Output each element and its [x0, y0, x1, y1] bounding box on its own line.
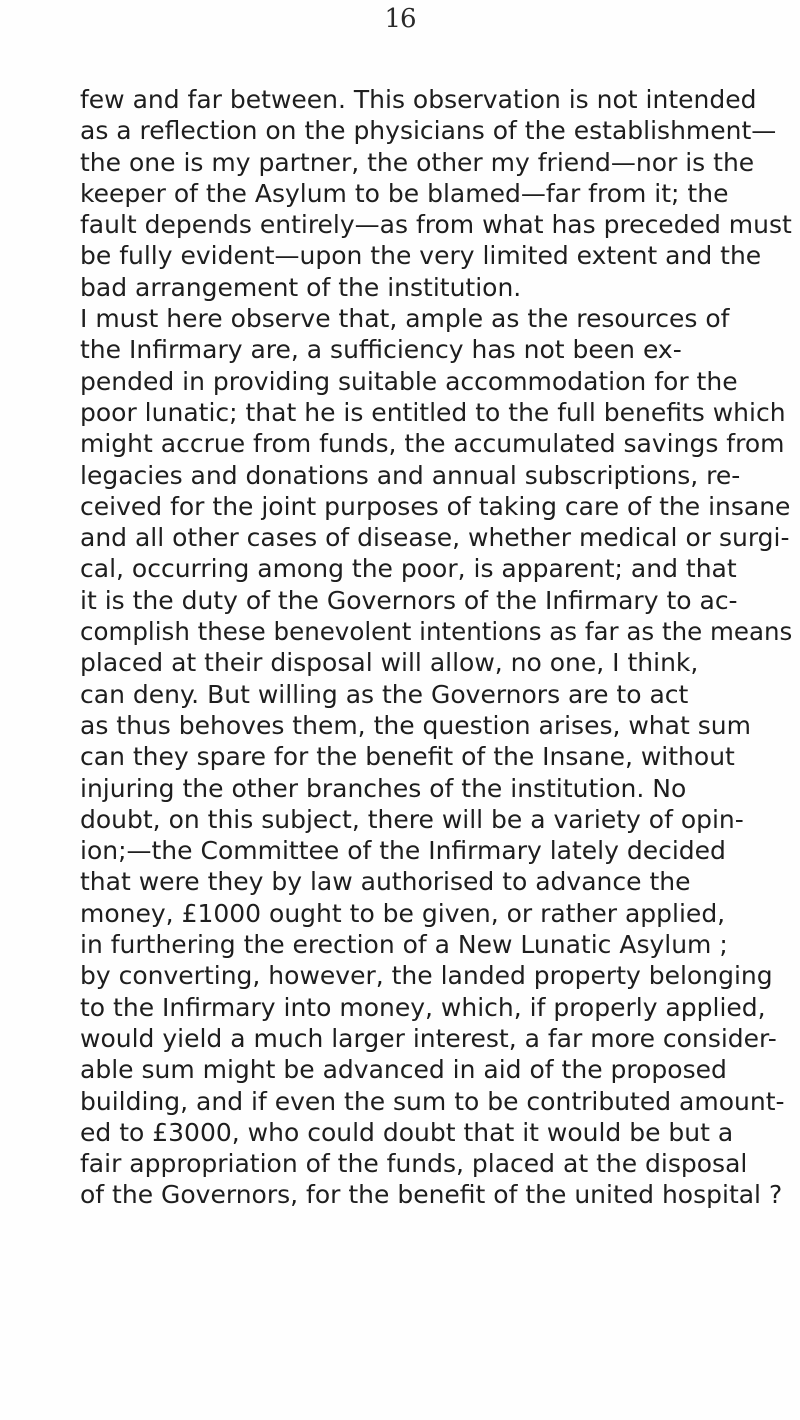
page-number: 16: [384, 4, 416, 34]
text-line: building, and if even the sum to be contributed amount-: [80, 1086, 785, 1116]
text-line: would yield a much larger interest, a far more consider-: [80, 1023, 777, 1053]
text-line: in furthering the erection of a New Lunatic Asylum ;: [80, 930, 728, 960]
text-line: doubt, on this subject, there will be a variety of opin-: [80, 804, 744, 834]
text-line: cal, occurring among the poor, is apparent; and that: [80, 554, 737, 584]
text-line: by converting, however, the landed property belonging: [80, 961, 773, 991]
text-line: be fully evident—upon the very limited extent and the: [80, 241, 762, 271]
text-line: injuring the other branches of the institution. No: [80, 773, 687, 803]
text-line: able sum might be advanced in aid of the proposed: [80, 1055, 727, 1085]
text-line: placed at their disposal will allow, no one, I think,: [80, 648, 699, 678]
text-line: pended in providing suitable accommodation for the: [80, 366, 738, 396]
text-line: as thus behoves them, the question arises, what sum: [80, 710, 751, 740]
text-line: fair appropriation of the funds, placed at the disposal: [80, 1149, 748, 1179]
text-line: can deny. But willing as the Governors are to act: [80, 679, 689, 709]
text-line: the Infirmary are, a sufficiency has not been ex-: [80, 335, 682, 365]
text-line: to the Infirmary into money, which, if properly applied,: [80, 992, 766, 1022]
text-line: I must here observe that, ample as the resources of: [80, 304, 730, 334]
text-line: can they spare for the benefit of the Insane, without: [80, 742, 735, 772]
text-line: ion;—the Committee of the Infirmary lately decided: [80, 836, 726, 866]
text-line: few and far between. This observation is not intended: [80, 85, 757, 114]
text-line: as a reflection on the physicians of the establishment—: [80, 116, 777, 146]
text-line: ed to £3000, who could doubt that it would be but a: [80, 1117, 734, 1147]
text-line: money, £1000 ought to be given, or rather applied,: [80, 898, 726, 928]
body-text: [80, 84, 800, 1211]
text-line: might accrue from funds, the accumulated savings from: [80, 429, 785, 459]
text-line: complish these benevolent intentions as far as the means: [80, 617, 793, 647]
text-line: fault depends entirely—as from what has preceded must: [80, 210, 792, 240]
text-line: ceived for the joint purposes of taking care of the insane: [80, 491, 791, 521]
text-line: bad arrangement of the institution.: [80, 272, 522, 302]
text-line: keeper of the Asylum to be blamed—far from it; the: [80, 178, 729, 208]
text-line: it is the duty of the Governors of the Infirmary to ac-: [80, 585, 738, 615]
text-line: that were they by law authorised to advance the: [80, 867, 691, 897]
text-line: the one is my partner, the other my friend—nor is the: [80, 147, 755, 177]
text-line: and all other cases of disease, whether medical or surgi-: [80, 523, 790, 553]
text-line: legacies and donations and annual subscriptions, re-: [80, 460, 741, 490]
text-line: poor lunatic; that he is entitled to the full benefits which: [80, 397, 786, 427]
text-line: of the Governors, for the benefit of the united hospital ?: [80, 1180, 783, 1210]
